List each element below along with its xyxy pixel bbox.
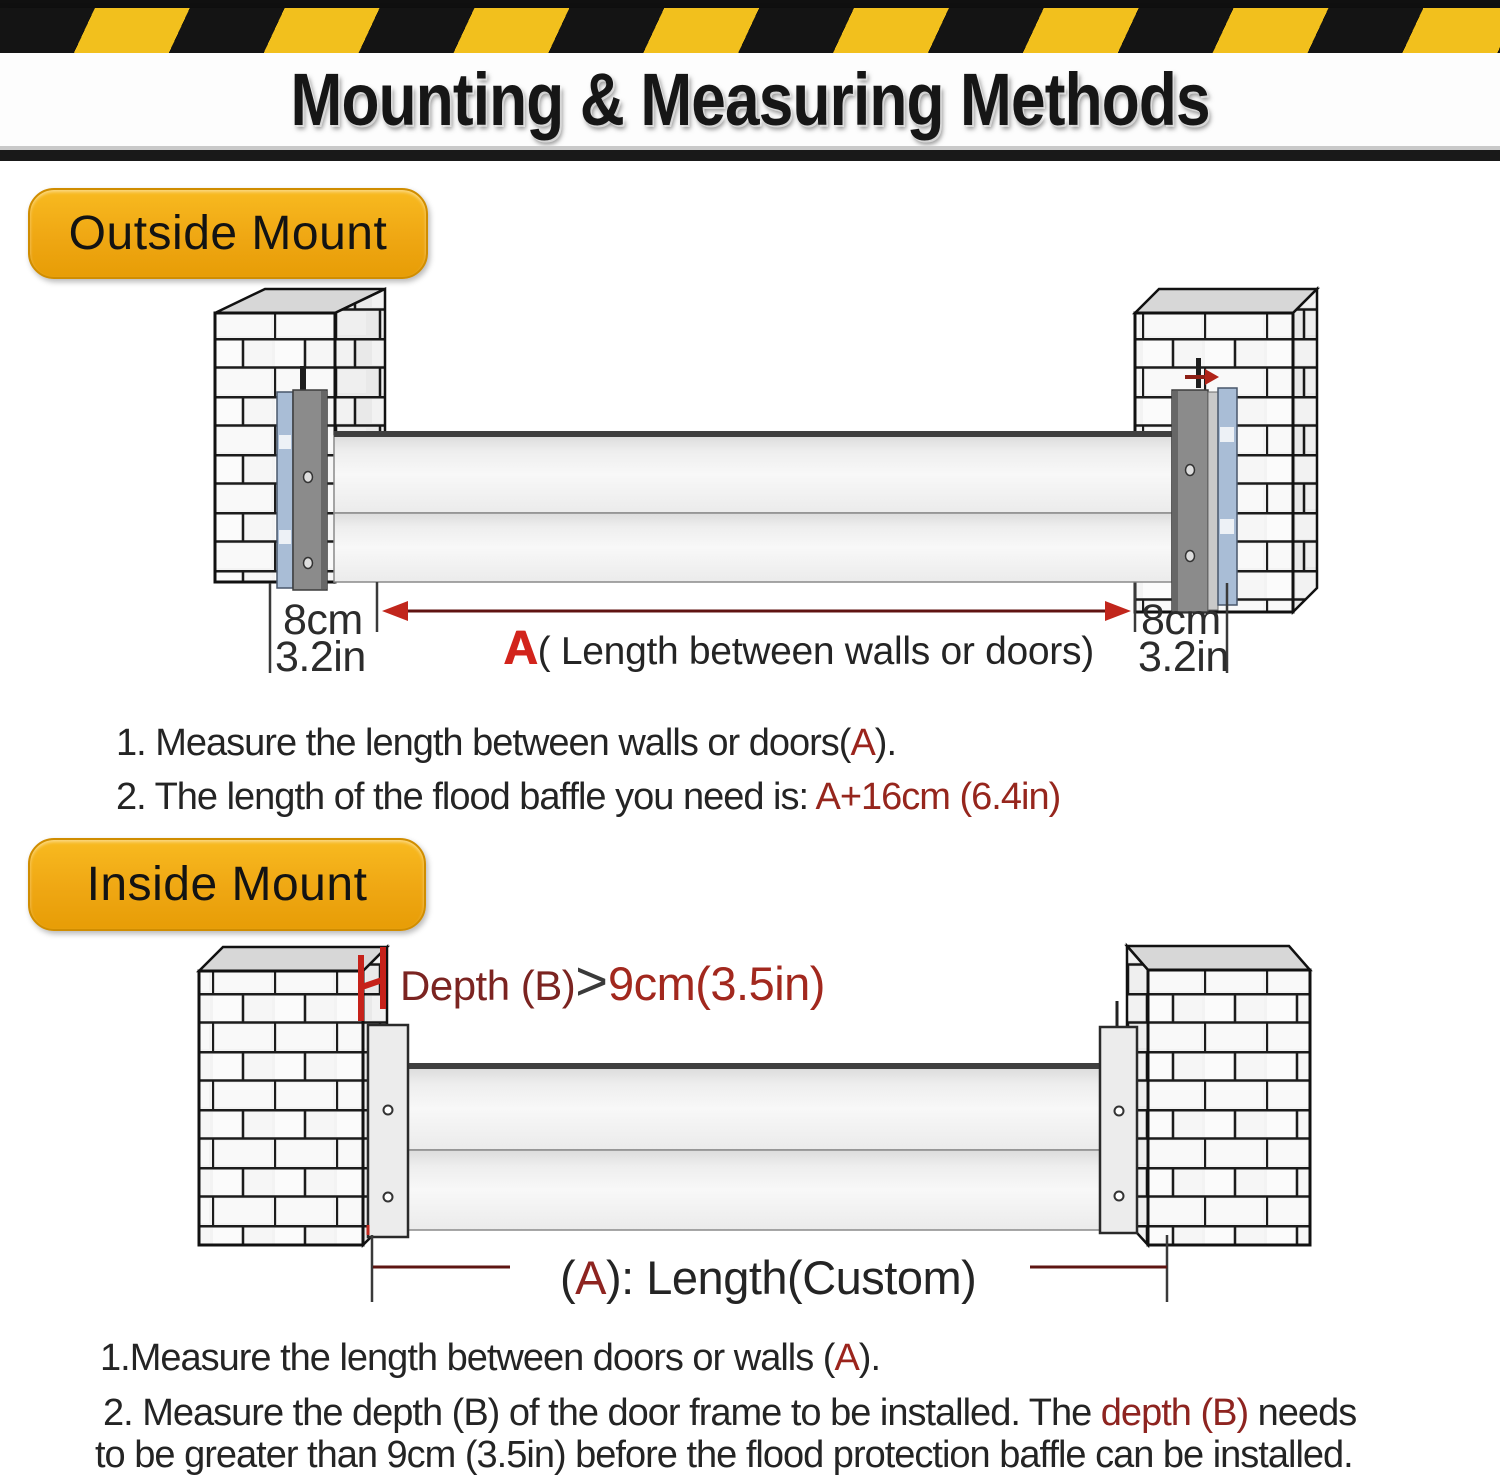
screw-hole [1115, 1107, 1124, 1116]
flood-barrier-panel [408, 1063, 1100, 1230]
length-open-paren: ( [560, 1251, 576, 1304]
step-formula: A+16cm (6.4in) [815, 776, 1061, 818]
page-title: Mounting & Measuring Methods [290, 58, 1210, 141]
pillar-top-face [1135, 289, 1317, 313]
span-label-text: ( Length between walls or doors) [537, 630, 1094, 673]
dim-label-left-in: 3.2in [275, 633, 366, 681]
pillar-front-face [1148, 970, 1310, 1245]
step-text: ). [858, 1337, 881, 1379]
seal-highlight [279, 530, 291, 544]
pillar-top-face [1127, 946, 1310, 970]
outside-step-2 [116, 776, 1060, 819]
depth-label: Depth (B) [400, 962, 576, 1009]
barrier-board-bottom [408, 1150, 1100, 1230]
inside-mount-badge [28, 838, 426, 931]
seal-highlight [279, 435, 291, 449]
bracket-plate [1100, 1027, 1137, 1233]
channel-side [1208, 392, 1218, 610]
channel-edge [1172, 391, 1178, 611]
bracket-plate [368, 1025, 408, 1237]
mounting-channel-right [1172, 358, 1237, 612]
outside-step-1 [116, 722, 896, 765]
title-bar [0, 53, 1500, 146]
seal-strip [1218, 388, 1237, 605]
depth-value: 9cm(3.5in) [607, 957, 825, 1010]
screw-hole [1186, 465, 1195, 476]
step-letter-a: A [834, 1337, 859, 1379]
bracket-pin [300, 366, 306, 392]
top-border-bar [0, 0, 1500, 8]
length-custom-label [560, 1250, 976, 1305]
seal-highlight [1220, 519, 1234, 534]
barrier-top-edge [334, 431, 1172, 437]
step-letter-a: A [850, 722, 875, 764]
step-text: 2. Measure the depth (B) of the door frame to be installed. The [103, 1392, 1101, 1434]
mounting-bracket-right [1100, 1001, 1137, 1233]
mounting-bracket-left [368, 1025, 408, 1237]
outside-mount-badge-label: Outside Mount [68, 207, 388, 260]
step-highlight: depth (B) [1100, 1392, 1249, 1434]
span-length-label [503, 621, 1094, 676]
step-text: 2. The length of the flood baffle you need is: [116, 776, 816, 818]
flood-barrier-panel [334, 431, 1172, 582]
inside-step-2 [103, 1392, 1356, 1435]
seal-highlight [1220, 427, 1234, 442]
mounting-channel-left [277, 366, 327, 590]
barrier-board-top [334, 436, 1172, 513]
inside-step-1 [100, 1337, 880, 1380]
inside-mount-badge-label: Inside Mount [86, 858, 368, 911]
screw-hole [384, 1106, 393, 1115]
pillar-front-face [199, 971, 363, 1245]
dim-label-left-cm: 8cm [283, 596, 363, 644]
bracket-pin [1196, 358, 1201, 388]
step-text: ). [874, 722, 897, 764]
screw-hole [384, 1193, 393, 1202]
barrier-board-bottom [334, 513, 1172, 582]
brick-pillar-right [1127, 946, 1310, 1245]
screw-hole [1186, 551, 1195, 562]
depth-annotation [400, 948, 825, 1013]
length-letter-a: A [575, 1251, 607, 1304]
dim-label-right-cm: 8cm [1141, 596, 1221, 644]
span-arrow-head-right [1105, 601, 1131, 621]
screw-hole [304, 558, 313, 569]
step-text: 1.Measure the length between doors or walls ( [100, 1337, 835, 1379]
span-arrow-head-left [382, 601, 408, 621]
outside-mount-badge [28, 188, 428, 279]
title-divider-dark [0, 150, 1500, 161]
screw-hole [304, 472, 313, 483]
dim-label-right-in: 3.2in [1138, 633, 1229, 681]
greater-than-symbol: > [575, 949, 608, 1012]
screw-hole [1115, 1192, 1124, 1201]
length-text: ): Length(Custom) [606, 1251, 977, 1304]
step-text: 1. Measure the length between walls or doors( [116, 722, 851, 764]
inside-step-2-cont: to be greater than 9cm (3.5in) before the flood protection baffle can be installed. [95, 1434, 1353, 1475]
span-letter-a: A [503, 622, 538, 675]
barrier-board-top [408, 1068, 1100, 1150]
step-text: needs [1248, 1392, 1357, 1434]
channel-edge [321, 391, 327, 589]
barrier-top-edge [408, 1063, 1100, 1069]
hazard-stripe-band [0, 8, 1500, 53]
pillar-side-face [1293, 289, 1317, 612]
seal-strip [277, 392, 293, 588]
